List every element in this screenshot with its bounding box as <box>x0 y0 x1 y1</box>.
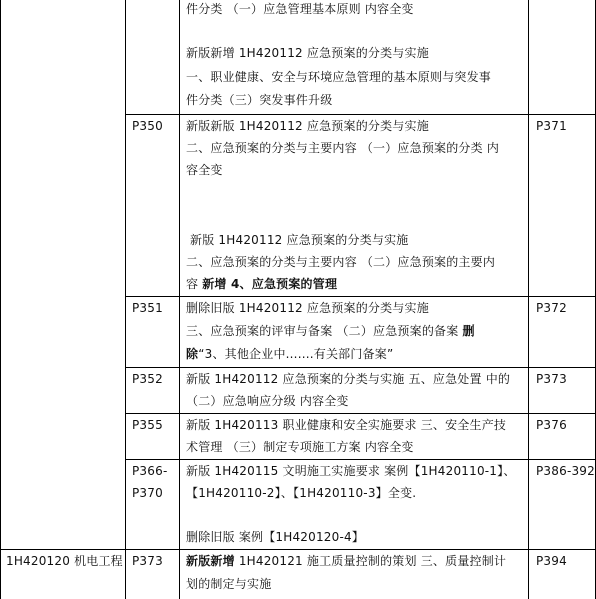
new-page-number: P386-392 <box>536 464 595 478</box>
text-bold: 新版新增 <box>186 554 235 568</box>
table-cell-content: 删除旧版 1H420112 应急预案的分类与实施 <box>186 301 429 315</box>
table-cell-content: 一、职业健康、安全与环境应急管理的基本原则与突发事 <box>186 70 492 84</box>
table-cell-content: （二）应急响应分级 内容全变 <box>186 394 349 408</box>
text-bold: 删 <box>462 324 475 338</box>
table-cell-content: 新版 1H420113 职业健康和安全实施要求 三、安全生产技 <box>186 418 507 432</box>
table-cell-content <box>186 320 475 342</box>
table-cell-content <box>186 550 506 572</box>
table-cell-content: 【1H420110-2】、【1H420110-3】全变. <box>186 486 417 500</box>
table-cell-content: 二、应急预案的分类与主要内容 （二）应急预案的主要内 <box>186 255 496 269</box>
table-cell-content: 件分类 （一）应急管理基本原则 内容全变 <box>186 2 414 16</box>
text-normal: 1H420121 施工质量控制的策划 三、质量控制计 <box>234 554 507 568</box>
old-page-number: P355 <box>132 418 163 432</box>
table-cell-content <box>186 343 393 365</box>
old-page-number: P373 <box>132 554 163 568</box>
table-cell-content: 删除旧版 案例【1H420120-4】 <box>186 530 365 544</box>
new-page-number: P376 <box>536 418 567 432</box>
table-cell-content: 件分类（三）突发事件升级 <box>186 93 333 107</box>
table-cell-content: 术管理 （三）制定专项施工方案 内容全变 <box>186 440 414 454</box>
text-normal: “3、其他企业中.......有关部门备案” <box>198 347 394 361</box>
table-cell-content: 容全变 <box>186 163 223 177</box>
table-cell-content <box>186 273 337 295</box>
old-page-number: P350 <box>132 119 163 133</box>
new-page-number: P373 <box>536 372 567 386</box>
table-cell-content: 新版 1H420115 文明施工实施要求 案例【1H420110-1】、 <box>186 464 516 478</box>
new-page-number: P371 <box>536 119 567 133</box>
table-column-divider <box>125 0 126 599</box>
table-cell-content: 划的制定与实施 <box>186 577 272 591</box>
old-page-number: P351 <box>132 301 163 315</box>
old-page-number: P370 <box>132 486 163 500</box>
table-cell-content: 新版新增 1H420112 应急预案的分类与实施 <box>186 46 429 60</box>
table-cell-content: 新版 1H420112 应急预案的分类与实施 <box>186 233 409 247</box>
table-cell-content: 新版新版 1H420112 应急预案的分类与实施 <box>186 119 429 133</box>
table-column-divider <box>528 0 529 599</box>
text-bold: 新增 4、应急预案的管理 <box>202 277 338 291</box>
text-bold: 除 <box>186 347 199 361</box>
section-title: 1H420120 机电工程 <box>6 554 123 568</box>
new-page-number: P372 <box>536 301 567 315</box>
text-normal: 三、应急预案的评审与备案 （二）应急预案的备案 <box>186 324 463 338</box>
old-page-number: P366- <box>132 464 168 478</box>
text-normal: 容 <box>186 277 203 291</box>
old-page-number: P352 <box>132 372 163 386</box>
new-page-number: P394 <box>536 554 567 568</box>
table-column-divider <box>179 0 180 599</box>
table-cell-content: 新版 1H420112 应急预案的分类与实施 五、应急处置 中的 <box>186 372 511 386</box>
table-cell-content: 二、应急预案的分类与主要内容 （一）应急预案的分类 内 <box>186 141 500 155</box>
table-border-left <box>0 0 1 599</box>
